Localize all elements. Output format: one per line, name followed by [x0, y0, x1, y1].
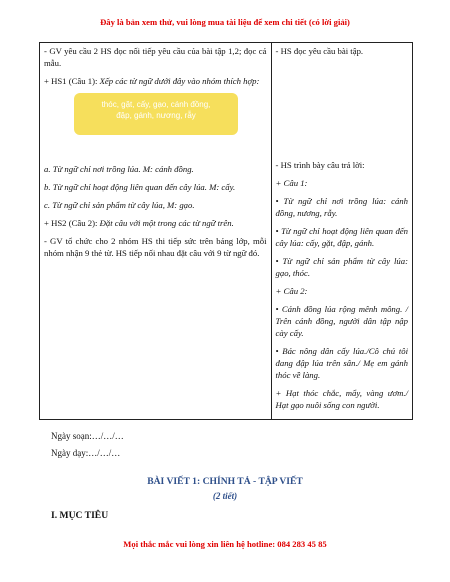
word-box-line: thóc, gặt, cấy, gạo, cánh đồng,	[101, 100, 211, 109]
teacher-activities-cell	[40, 43, 272, 420]
hs-answer-intro: - HS trình bày câu trả lời:	[275, 160, 365, 170]
section-heading: I. MỤC TIÊU	[51, 510, 109, 521]
date-taught: Ngày dạy:…/…/…	[51, 448, 121, 459]
lesson-duration: (2 tiết)	[212, 491, 238, 501]
answer-2b: • Bác nông dân cấy lúa./Cô chú tôi đang đập lúa trên sân./ Mẹ em gánh thóc về làng.	[275, 346, 408, 380]
item-b: b. Từ ngữ chỉ hoạt động liên quan đến cây lúa. M: cấy.	[44, 182, 236, 192]
lesson-title: BÀI VIẾT 1: CHÍNH TẢ - TẬP VIẾT	[147, 476, 303, 487]
hs-read-task: - HS đọc yêu cầu bài tập.	[275, 46, 364, 56]
date-block	[51, 428, 124, 462]
spacer	[276, 63, 408, 159]
preview-banner: Đây là bản xem thử, vui lòng mua tài liệu để xem chi tiết (có lời giải)	[100, 17, 350, 27]
question-1-label: + Câu 1:	[275, 178, 308, 188]
word-box	[74, 93, 238, 135]
hs2-label: + HS2 (Câu 2):	[44, 218, 100, 228]
item-c: c. Từ ngữ chỉ sản phẩm từ cây lúa, M: gạo.	[44, 200, 195, 210]
hs1-task	[44, 75, 267, 87]
answer-1c: • Từ ngữ chỉ sản phẩm từ cây lúa: gạo, thóc.	[275, 256, 408, 278]
hotline-banner: Mọi thắc mắc vui lòng xin liên hệ hotline: 084 283 45 85	[123, 539, 327, 549]
word-box-line: đập, gánh, nương, rẫy	[116, 110, 196, 120]
date-prepared: Ngày soạn:…/…/…	[51, 431, 124, 441]
hs2-task	[44, 217, 267, 229]
gv-activity: - GV tổ chức cho 2 nhóm HS thi tiếp sức trên bảng lớp, mỗi nhóm nhận 9 thẻ từ. HS tiếp nối nhau đặt câu với 9 từ ngữ đó.	[44, 236, 267, 258]
question-2-label: + Câu 2:	[275, 286, 308, 296]
student-activities-cell	[271, 43, 412, 420]
hs1-question: Xếp các từ ngữ dưới đây vào nhóm thích hợp:	[99, 76, 260, 86]
answer-1b: • Từ ngữ chỉ hoạt động liên quan đến cây lúa: cấy, gặt, đập, gánh.	[275, 226, 408, 248]
gv-instruction: - GV yêu cầu 2 HS đọc nối tiếp yêu cầu của bài tập 1,2; đọc cả mẫu.	[44, 46, 267, 68]
hs2-question: Đặt câu với một trong các từ ngữ trên.	[99, 218, 234, 228]
answer-2c: + Hạt thóc chắc, mẩy, vàng ươm./ Hạt gạo nuôi sống con người.	[275, 388, 408, 410]
lesson-table	[39, 42, 413, 420]
item-a: a. Từ ngữ chỉ nơi trồng lúa. M: cánh đồng.	[44, 164, 194, 174]
hs1-label: + HS1 (Câu 1):	[44, 76, 100, 86]
answer-2a: • Cánh đồng lúa rộng mênh mông. / Trên cánh đồng, người dân tập nập cày cấy.	[275, 304, 408, 338]
table-row	[40, 43, 413, 420]
answer-1a: • Từ ngữ chỉ nơi trồng lúa: cánh đồng, nương, rẫy.	[275, 196, 408, 218]
